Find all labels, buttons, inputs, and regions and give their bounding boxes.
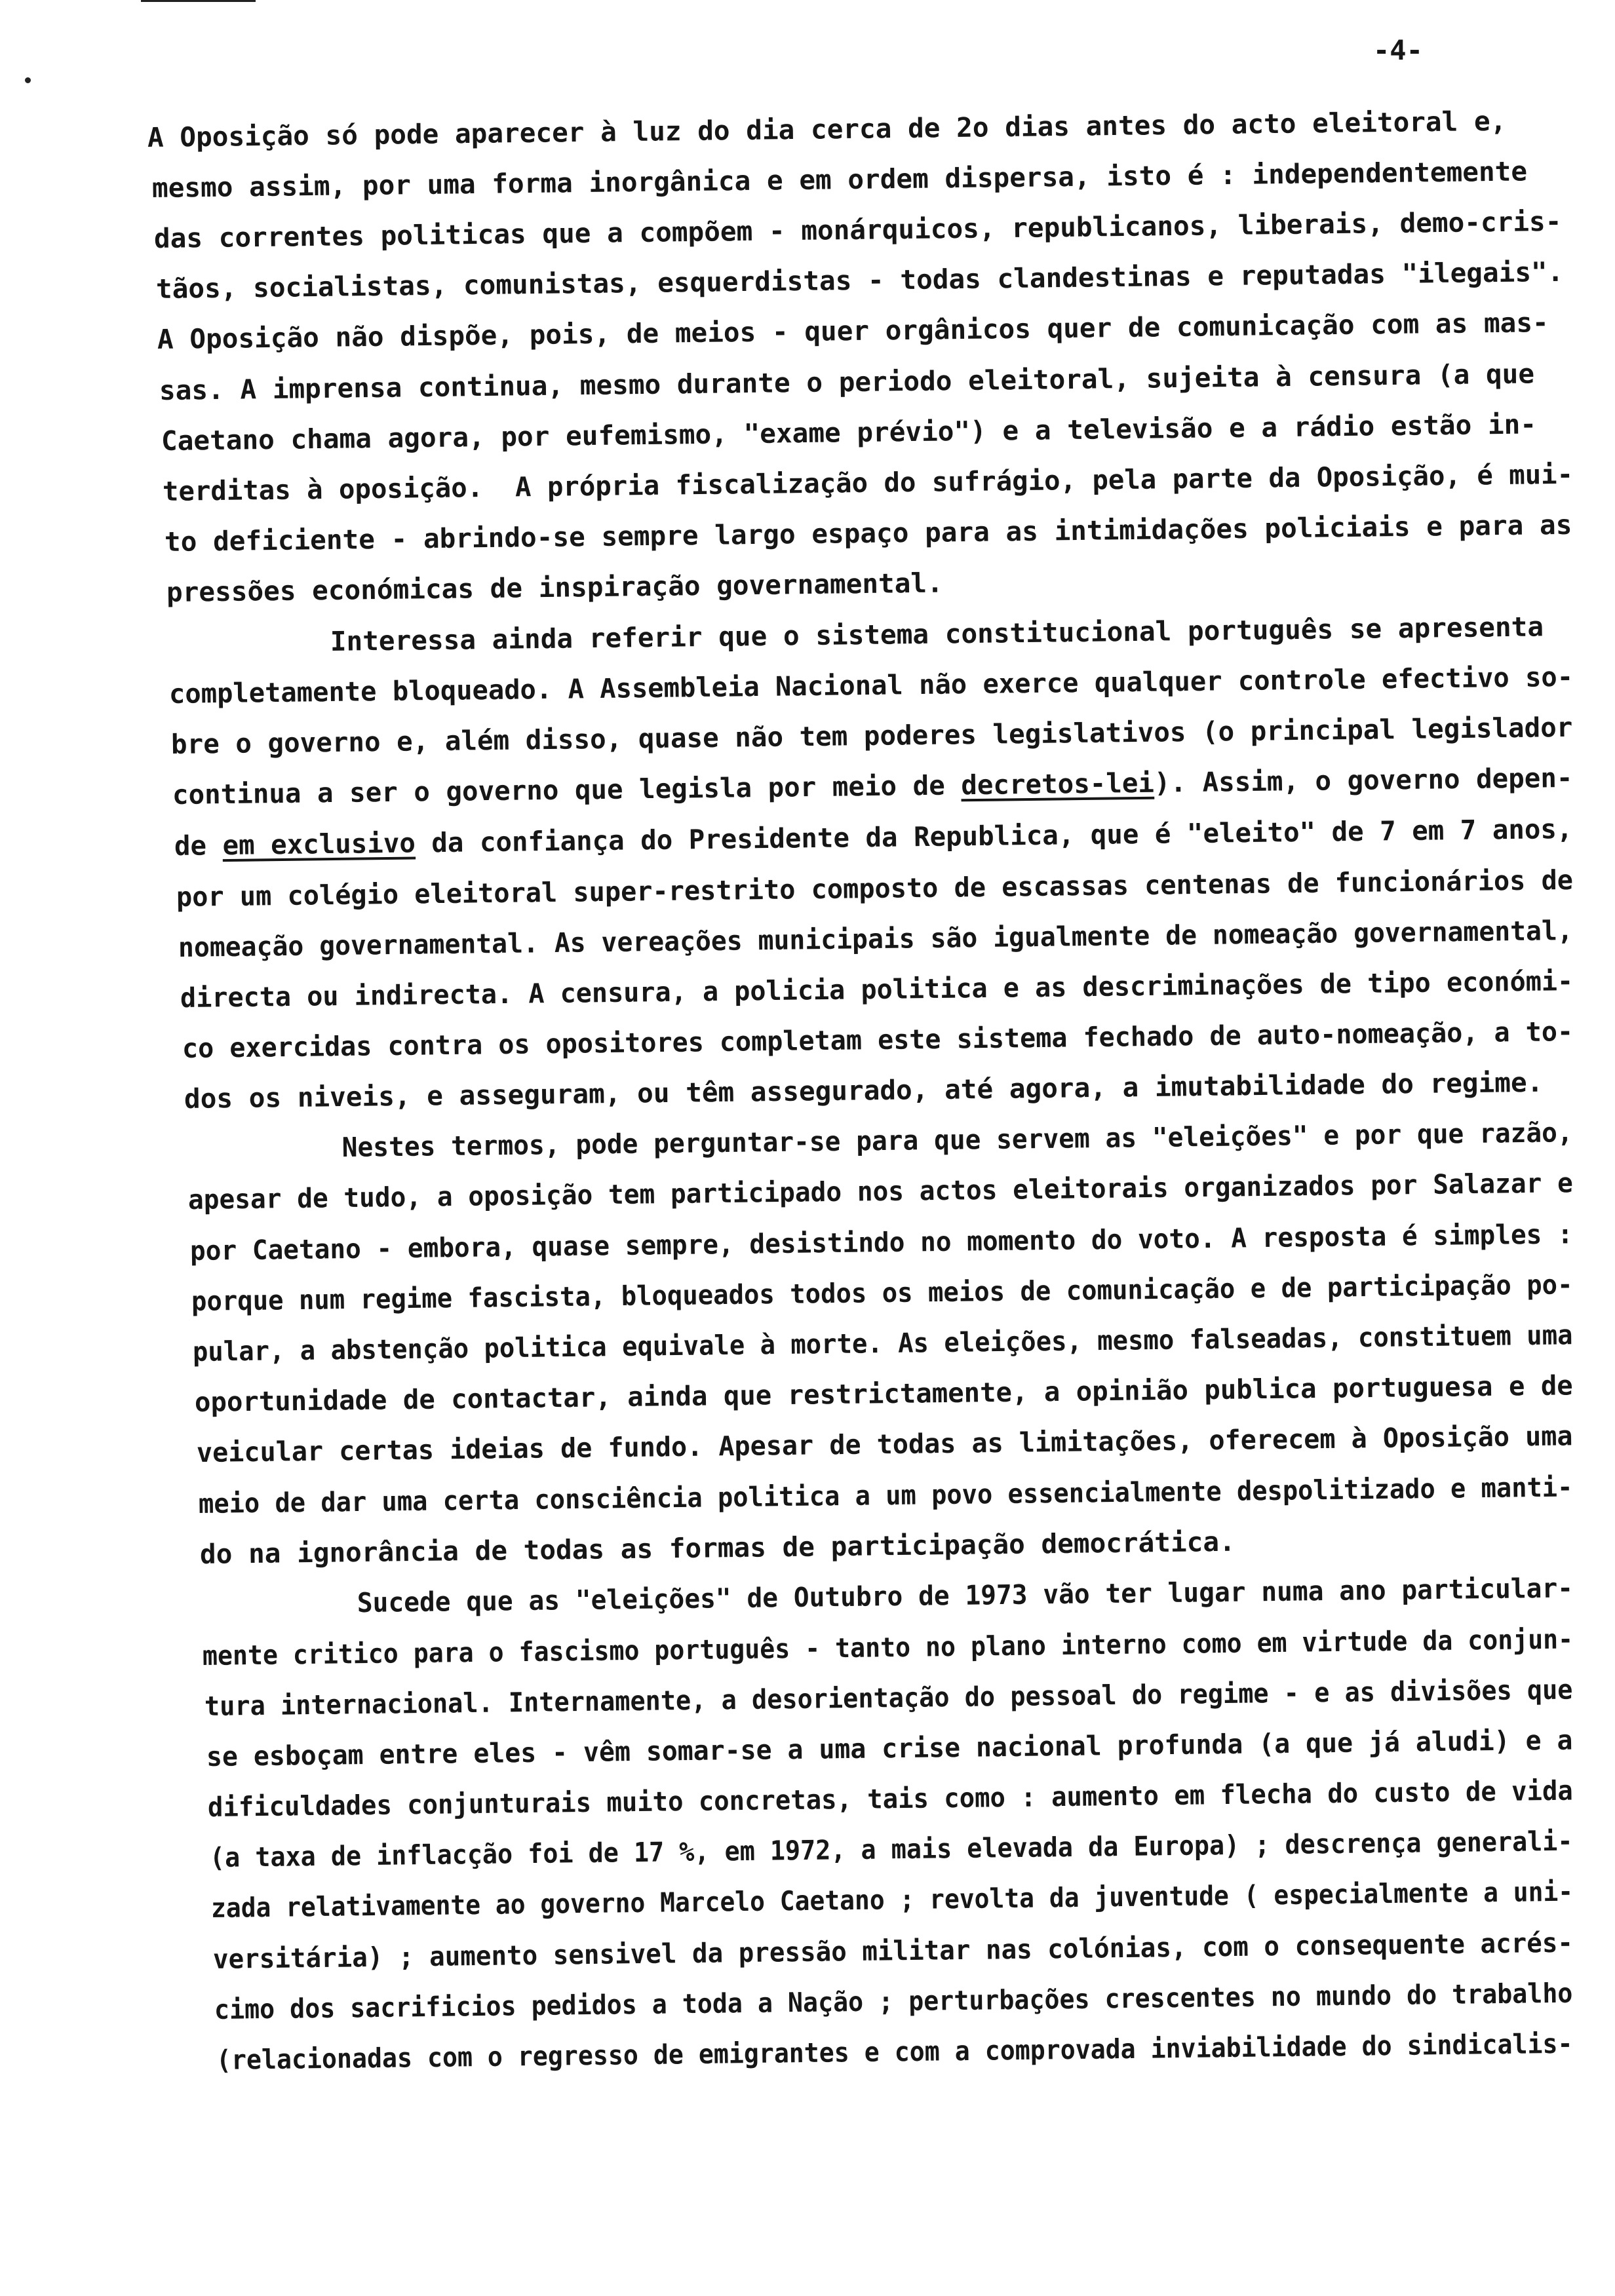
text-line: completamente bloqueado. A Assembleia Nacional não exerce qualquer controle efectivo so-	[168, 660, 1574, 710]
text-line: (relacionadas com o regresso de emigrantes e com a comprovada inviabilidade do sindicalis-	[216, 2027, 1573, 2076]
text-segment: ). Assim, o governo depen-	[1154, 761, 1573, 799]
text-line: mente critico para o fascismo português - tanto no plano interno como em virtude da conjun-	[202, 1623, 1574, 1672]
text-line: tãos, socialistas, comunistas, esquerdistas - todas clandestinas e reputadas "ilegais".	[155, 256, 1564, 305]
text-line: pressões económicas de inspiração governamental.	[166, 567, 944, 608]
text-line: dos os niveis, e asseguram, ou têm assegurado, até agora, a imutabilidade do regime.	[184, 1066, 1544, 1115]
text-line: se esboçam entre eles - vêm somar-se a uma crise nacional profunda (a que já aludi) e a	[206, 1724, 1573, 1772]
text-segment: da confiança do Presidente da Republica, que é "eleito" de 7 em 7 anos,	[415, 813, 1573, 859]
text-line: tura internacional. Internamente, a desorientação do pessoal do regime - e as divisões que	[204, 1674, 1573, 1722]
text-line: nomeação governamental. As vereações municipais são igualmente de nomeação governamental,	[178, 915, 1574, 963]
text-line: apesar de tudo, a oposição tem participado nos actos eleitorais organizados por Salazar e	[187, 1167, 1574, 1215]
text-segment: de	[174, 830, 223, 862]
text-line: sas. A imprensa continua, mesmo durante o periodo eleitoral, sujeita à censura (a que	[159, 358, 1535, 406]
text-line: (a taxa de inflacção foi de 17 %, em 1972, a mais elevada da Europa) ; descrença generali-	[209, 1825, 1573, 1873]
text-line: directa ou indirecta. A censura, a policia politica e as descriminações de tipo económi-	[180, 965, 1574, 1014]
text-line: cimo dos sacrificios pedidos a toda a Nação ; perturbações crescentes no mundo do trabalho	[214, 1977, 1573, 2025]
text-line: terditas à oposição. A própria fiscalização do sufrágio, pela parte da Oposição, é mui-	[162, 458, 1574, 507]
text-line: Caetano chama agora, por eufemismo, "exame prévio") e a televisão e a rádio estão in-	[161, 408, 1537, 457]
text-line: to deficiente - abrindo-se sempre largo espaço para as intimidações policiais e para as	[164, 508, 1572, 558]
text-line: meio de dar uma certa consciência politica a um povo essencialmente despolitizado e manti-	[198, 1471, 1573, 1520]
text-line: co exercidas contra os opositores completam este sistema fechado de auto-nomeação, a to-	[182, 1016, 1574, 1064]
margin-mark	[25, 77, 31, 83]
text-line: bre o governo e, além disso, quase não tem poderes legislativos (o principal legislador	[170, 711, 1573, 760]
text-line: zada relativamente ao governo Marcelo Caetano ; revolta da juventude ( especialmente a uni-	[210, 1875, 1574, 1924]
text-line: pular, a abstenção politica equivale à morte. As eleições, mesmo falseadas, constituem uma	[192, 1319, 1573, 1368]
text-line: A Oposição só pode aparecer à luz do dia cerca de 2o dias antes do acto eleitoral e,	[147, 105, 1507, 153]
top-rule	[141, 0, 256, 2]
text-line: do na ignorância de todas as formas de participação democrática.	[199, 1525, 1236, 1570]
underlined-term: em exclusivo	[222, 827, 416, 862]
text-line: versitária) ; aumento sensivel da pressão militar nas colónias, com o consequente acrés-	[212, 1926, 1574, 1975]
text-line: mesmo assim, por uma forma inorgânica e em ordem dispersa, isto é : independentemente	[151, 155, 1528, 204]
underlined-term: decretos-lei	[960, 767, 1155, 801]
text-line	[174, 813, 1573, 862]
text-line: dificuldades conjunturais muito concretas, tais como : aumento em flecha do custo de vida	[207, 1774, 1574, 1823]
text-line: Sucede que as "eleições" de Outubro de 1973 vão ter lugar numa ano particular-	[201, 1572, 1574, 1620]
text-line: oportunidade de contactar, ainda que restrictamente, a opinião publica portuguesa e de	[194, 1369, 1574, 1418]
text-line: porque num regime fascista, bloqueados todos os meios de comunicação e de participação po-	[191, 1269, 1573, 1317]
text-line: por um colégio eleitoral super-restrito composto de escassas centenas de funcionários de	[176, 864, 1574, 913]
text-line: Interessa ainda referir que o sistema constitucional português se apresenta	[168, 611, 1544, 659]
text-line: veicular certas ideias de fundo. Apesar de todas as limitações, oferecem à Oposição uma	[196, 1420, 1573, 1468]
text-line: por Caetano - embora, quase sempre, desistindo no momento do voto. A resposta é simples :	[189, 1218, 1574, 1267]
text-line	[172, 761, 1573, 811]
text-line: Nestes termos, pode perguntar-se para que servem as "eleições" e por que razão,	[185, 1117, 1573, 1165]
text-line: A Oposição não dispõe, pois, de meios - quer orgânicos quer de comunicação com as mas-	[157, 307, 1549, 355]
text-line: das correntes politicas que a compõem - monárquicos, republicanos, liberais, demo-cris-	[153, 205, 1562, 254]
page-number: -4-	[1373, 34, 1423, 66]
text-segment: continua a ser o governo que legisla por meio de	[172, 769, 962, 811]
